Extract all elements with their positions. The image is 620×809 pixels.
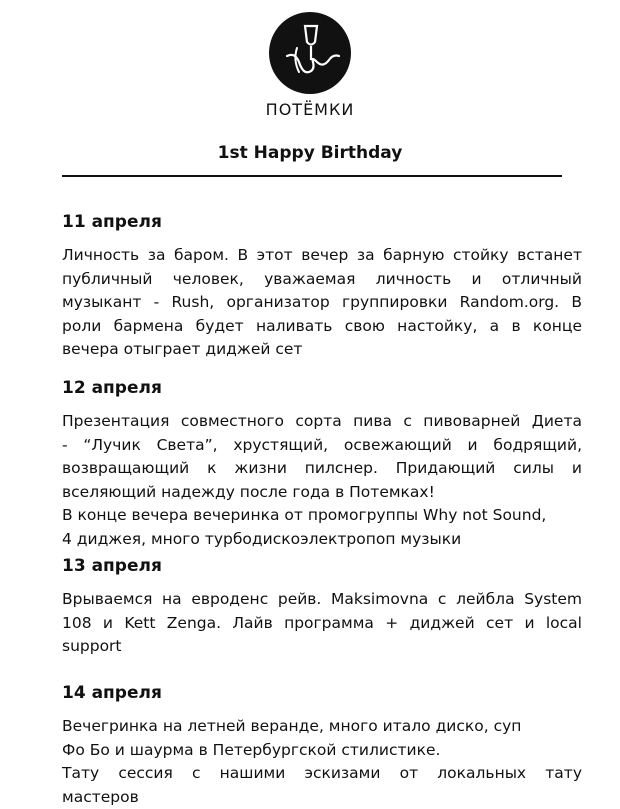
brand-name: ПОТЁМКИ <box>265 100 355 119</box>
text-line: 4 диджея, много турбодискоэлектропоп музыки <box>62 529 462 548</box>
title-divider <box>62 175 562 177</box>
text-line: В конце вечера вечеринка от промогруппы Why not Sound, <box>62 506 547 525</box>
text-line: Презентация совместного сорта пива с пивоварней Диета <box>62 412 582 430</box>
section-body-14-april <box>62 715 582 809</box>
page-title: 1st Happy Birthday <box>217 143 403 163</box>
section-body-13-april <box>62 588 582 659</box>
text-line: - “Лучик Света”, хрустящий, освежающий и бодрящий, <box>62 435 582 454</box>
text-line: вечера отыграет диджей сет <box>62 340 303 359</box>
text-line: Фо Бо и шаурма в Петербургской стилистике. <box>62 740 441 759</box>
text-line: Тату сессия с нашими эскизами от локальных тату <box>62 764 582 783</box>
section-date-13-april: 13 апреля <box>62 556 162 576</box>
section-date-12-april: 12 апреля <box>62 378 162 398</box>
text-line: роли бармена будет наливать свою настойку, а в конце <box>62 316 582 335</box>
text-line: 108 и Kett Zenga. Лайв программа + диджей сет и local <box>62 613 582 632</box>
text-line: музыкант - Rush, организатор группировки Random.org. В <box>62 293 582 312</box>
text-line: Вечегринка на летней веранде, много итало диско, суп <box>62 717 522 735</box>
text-line: Личность за баром. В этот вечер за барную стойку встанет <box>62 246 582 264</box>
logo-icon <box>269 12 351 94</box>
text-line: возвращающий к жизни пилснер. Придающий силы и <box>62 459 582 478</box>
text-line: Врываемся на евроденс рейв. Maksimovna с лейбла System <box>62 590 582 608</box>
section-body-11-april <box>62 244 582 362</box>
text-line: support <box>62 637 122 656</box>
section-body-12-april <box>62 410 582 552</box>
text-line: мастеров <box>62 787 139 806</box>
text-line: публичный человек, уважаемая личность и отличный <box>62 269 582 288</box>
section-date-14-april: 14 апреля <box>62 683 162 703</box>
brand-header <box>0 12 620 119</box>
text-line: вселяющий надежду после года в Потемках! <box>62 482 435 501</box>
section-date-11-april: 11 апреля <box>62 212 162 232</box>
